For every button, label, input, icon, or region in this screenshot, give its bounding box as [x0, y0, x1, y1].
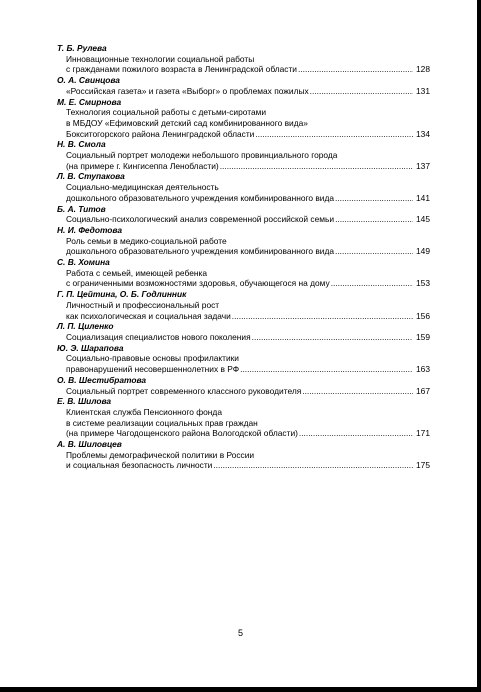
- page-bottom-border: [0, 687, 481, 692]
- toc-entry-last-line: [66, 460, 430, 471]
- table-of-contents: [57, 43, 430, 471]
- toc-entry-author: Б. А. Титов: [57, 203, 106, 214]
- toc-entry-title-line: Клиентская служба Пенсионного фонда: [66, 406, 222, 417]
- toc-entry: [57, 257, 430, 289]
- toc-entry: [57, 375, 430, 396]
- toc-entry-title-line: Социально-медицинская деятельность: [66, 182, 219, 193]
- toc-entry-author: Т. Б. Рулева: [57, 43, 107, 53]
- toc-entry-title-line: Личностный и профессиональный рост: [66, 299, 220, 310]
- toc-entry: [57, 139, 430, 171]
- toc-entry-last-line: [66, 193, 430, 204]
- dot-leader: [299, 428, 413, 439]
- toc-entry-page: 153: [416, 278, 430, 289]
- toc-entry-title: [57, 86, 430, 97]
- toc-entry-last-line: [66, 129, 430, 140]
- toc-entry-page: 131: [416, 85, 430, 96]
- dot-leader: [232, 311, 413, 322]
- toc-entry-title-line: дошкольного образовательного учреждения комбинированного вида: [66, 192, 335, 203]
- toc-entry-title-line: Социальный портрет современного классного руководителя: [66, 385, 302, 396]
- dot-leader: [252, 332, 413, 343]
- toc-entry-author: Н. И. Федотова: [57, 224, 123, 235]
- page-number: 5: [237, 628, 243, 638]
- toc-entry-page: 149: [416, 246, 430, 257]
- toc-entry-page: 137: [416, 160, 430, 171]
- toc-entry-title: [57, 214, 430, 225]
- toc-entry-title-line: Социализация специалистов нового поколения: [66, 331, 251, 342]
- toc-entry-title: [57, 182, 430, 203]
- toc-entry-title: [57, 150, 430, 171]
- toc-entry-last-line: [66, 311, 430, 322]
- dot-leader: [240, 364, 413, 375]
- toc-entry: [57, 75, 430, 96]
- dot-leader: [302, 386, 413, 397]
- toc-entry-title-line: Социальный портрет молодежи небольшого провинциального города: [66, 150, 338, 161]
- toc-entry: [57, 289, 430, 321]
- toc-entry-last-line: [66, 86, 430, 97]
- toc-entry-page: 175: [416, 460, 430, 471]
- toc-entry-author: А. В. Шиловцев: [57, 439, 122, 450]
- toc-entry-page: 134: [416, 128, 430, 139]
- toc-entry: [57, 439, 430, 471]
- toc-entry-last-line: [66, 364, 430, 375]
- dot-leader: [220, 161, 413, 172]
- toc-entry-author: Ю. Э. Шарапова: [57, 342, 124, 353]
- toc-entry-title: [57, 54, 430, 75]
- toc-entry-author: С. В. Хомина: [57, 257, 110, 268]
- toc-entry: [57, 343, 430, 375]
- toc-entry-last-line: [66, 161, 430, 172]
- toc-entry-title-line: как психологическая и социальная задачи: [66, 310, 231, 321]
- toc-entry-title-line: Инновационные технологии социальной работы: [66, 53, 255, 64]
- toc-entry-title: [57, 407, 430, 439]
- toc-entry-title: [57, 236, 430, 257]
- toc-entry-page: 159: [416, 331, 430, 342]
- toc-entry: [57, 396, 430, 439]
- toc-entry-author: О. В. Шестибратова: [57, 374, 147, 385]
- toc-entry-last-line: [66, 214, 430, 225]
- toc-entry-title-line: дошкольного образовательного учреждения комбинированного вида: [66, 246, 335, 257]
- dot-leader: [335, 214, 413, 225]
- toc-entry-page: 163: [416, 364, 430, 375]
- toc-entry-title: [57, 268, 430, 289]
- dot-leader: [213, 460, 413, 471]
- toc-entry-title-line: в МБДОУ «Ефимовский детский сад комбинированного вида»: [66, 117, 308, 128]
- toc-entry-last-line: [66, 278, 430, 289]
- toc-entry-title-line: в системе реализации социальных прав граждан: [66, 417, 258, 428]
- toc-entry: [57, 171, 430, 203]
- toc-entry-last-line: [66, 332, 430, 343]
- toc-entry-title-line: «Российская газета» и газета «Выборг» о проблемах пожилых: [66, 85, 309, 96]
- dot-leader: [335, 246, 413, 257]
- toc-entry-title-line: и социальная безопасность личности: [66, 460, 213, 471]
- toc-entry-title-line: Роль семьи в медико-социальной работе: [66, 235, 227, 246]
- toc-entry-title-line: с ограниченными возможностями здоровья, обучающегося на дому: [66, 278, 330, 289]
- toc-entry-last-line: [66, 386, 430, 397]
- toc-entry-title-line: Технология социальной работы с детьми-сиротами: [66, 107, 267, 118]
- toc-entry-title-line: (на примере г. Кингисеппа Ленобласти): [66, 160, 219, 171]
- toc-entry-title-line: правонарушений несовершеннолетних в РФ: [66, 364, 240, 375]
- toc-entry-page: 128: [416, 64, 430, 75]
- toc-entry-title-line: с гражданами пожилого возраста в Ленинградской области: [66, 64, 297, 75]
- toc-entry-title-line: Работа с семьей, имеющей ребенка: [66, 267, 207, 278]
- toc-entry-title: [57, 450, 430, 471]
- toc-entry-page: 141: [416, 192, 430, 203]
- toc-entry: [57, 43, 430, 75]
- toc-entry-title: [57, 386, 430, 397]
- toc-entry-title-line: Социально-психологический анализ современной российской семьи: [66, 214, 335, 225]
- toc-entry: [57, 204, 430, 225]
- toc-entry-title: [57, 332, 430, 343]
- toc-entry: [57, 97, 430, 140]
- toc-entry-title-line: Бокситогорского района Ленинградской области: [66, 128, 255, 139]
- dot-leader: [331, 278, 413, 289]
- toc-entry-page: 145: [416, 214, 430, 225]
- dot-leader: [310, 86, 413, 97]
- toc-entry-title-line: Социально-правовые основы профилактики: [66, 353, 239, 364]
- toc-entry-author: О. А. Свинцова: [57, 75, 120, 86]
- toc-entry-last-line: [66, 246, 430, 257]
- toc-entry-author: Л. П. Циленко: [57, 321, 114, 332]
- toc-entry: [57, 321, 430, 342]
- toc-entry-title: [57, 353, 430, 374]
- toc-entry: [57, 225, 430, 257]
- dot-leader: [335, 193, 413, 204]
- toc-entry-page: 167: [416, 385, 430, 396]
- toc-entry-last-line: [66, 428, 430, 439]
- toc-entry-title: [57, 300, 430, 321]
- dot-leader: [298, 64, 413, 75]
- dot-leader: [255, 129, 413, 140]
- toc-entry-title: [57, 107, 430, 139]
- toc-entry-author: Г. П. Цейтина, О. Б. Годлинник: [57, 289, 187, 300]
- toc-entry-page: 156: [416, 310, 430, 321]
- toc-entry-author: Л. В. Ступакова: [57, 171, 125, 182]
- toc-entry-last-line: [66, 64, 430, 75]
- page-right-border: [477, 0, 481, 692]
- toc-entry-title-line: Проблемы демографической политики в России: [66, 449, 255, 460]
- toc-entry-author: Н. В. Смола: [57, 139, 106, 150]
- toc-entry-author: Е. В. Шилова: [57, 396, 112, 407]
- toc-entry-author: М. Е. Смирнова: [57, 96, 122, 107]
- toc-entry-title-line: (на примере Чагодощенского района Вологодской области): [66, 428, 298, 439]
- toc-entry-page: 171: [416, 428, 430, 439]
